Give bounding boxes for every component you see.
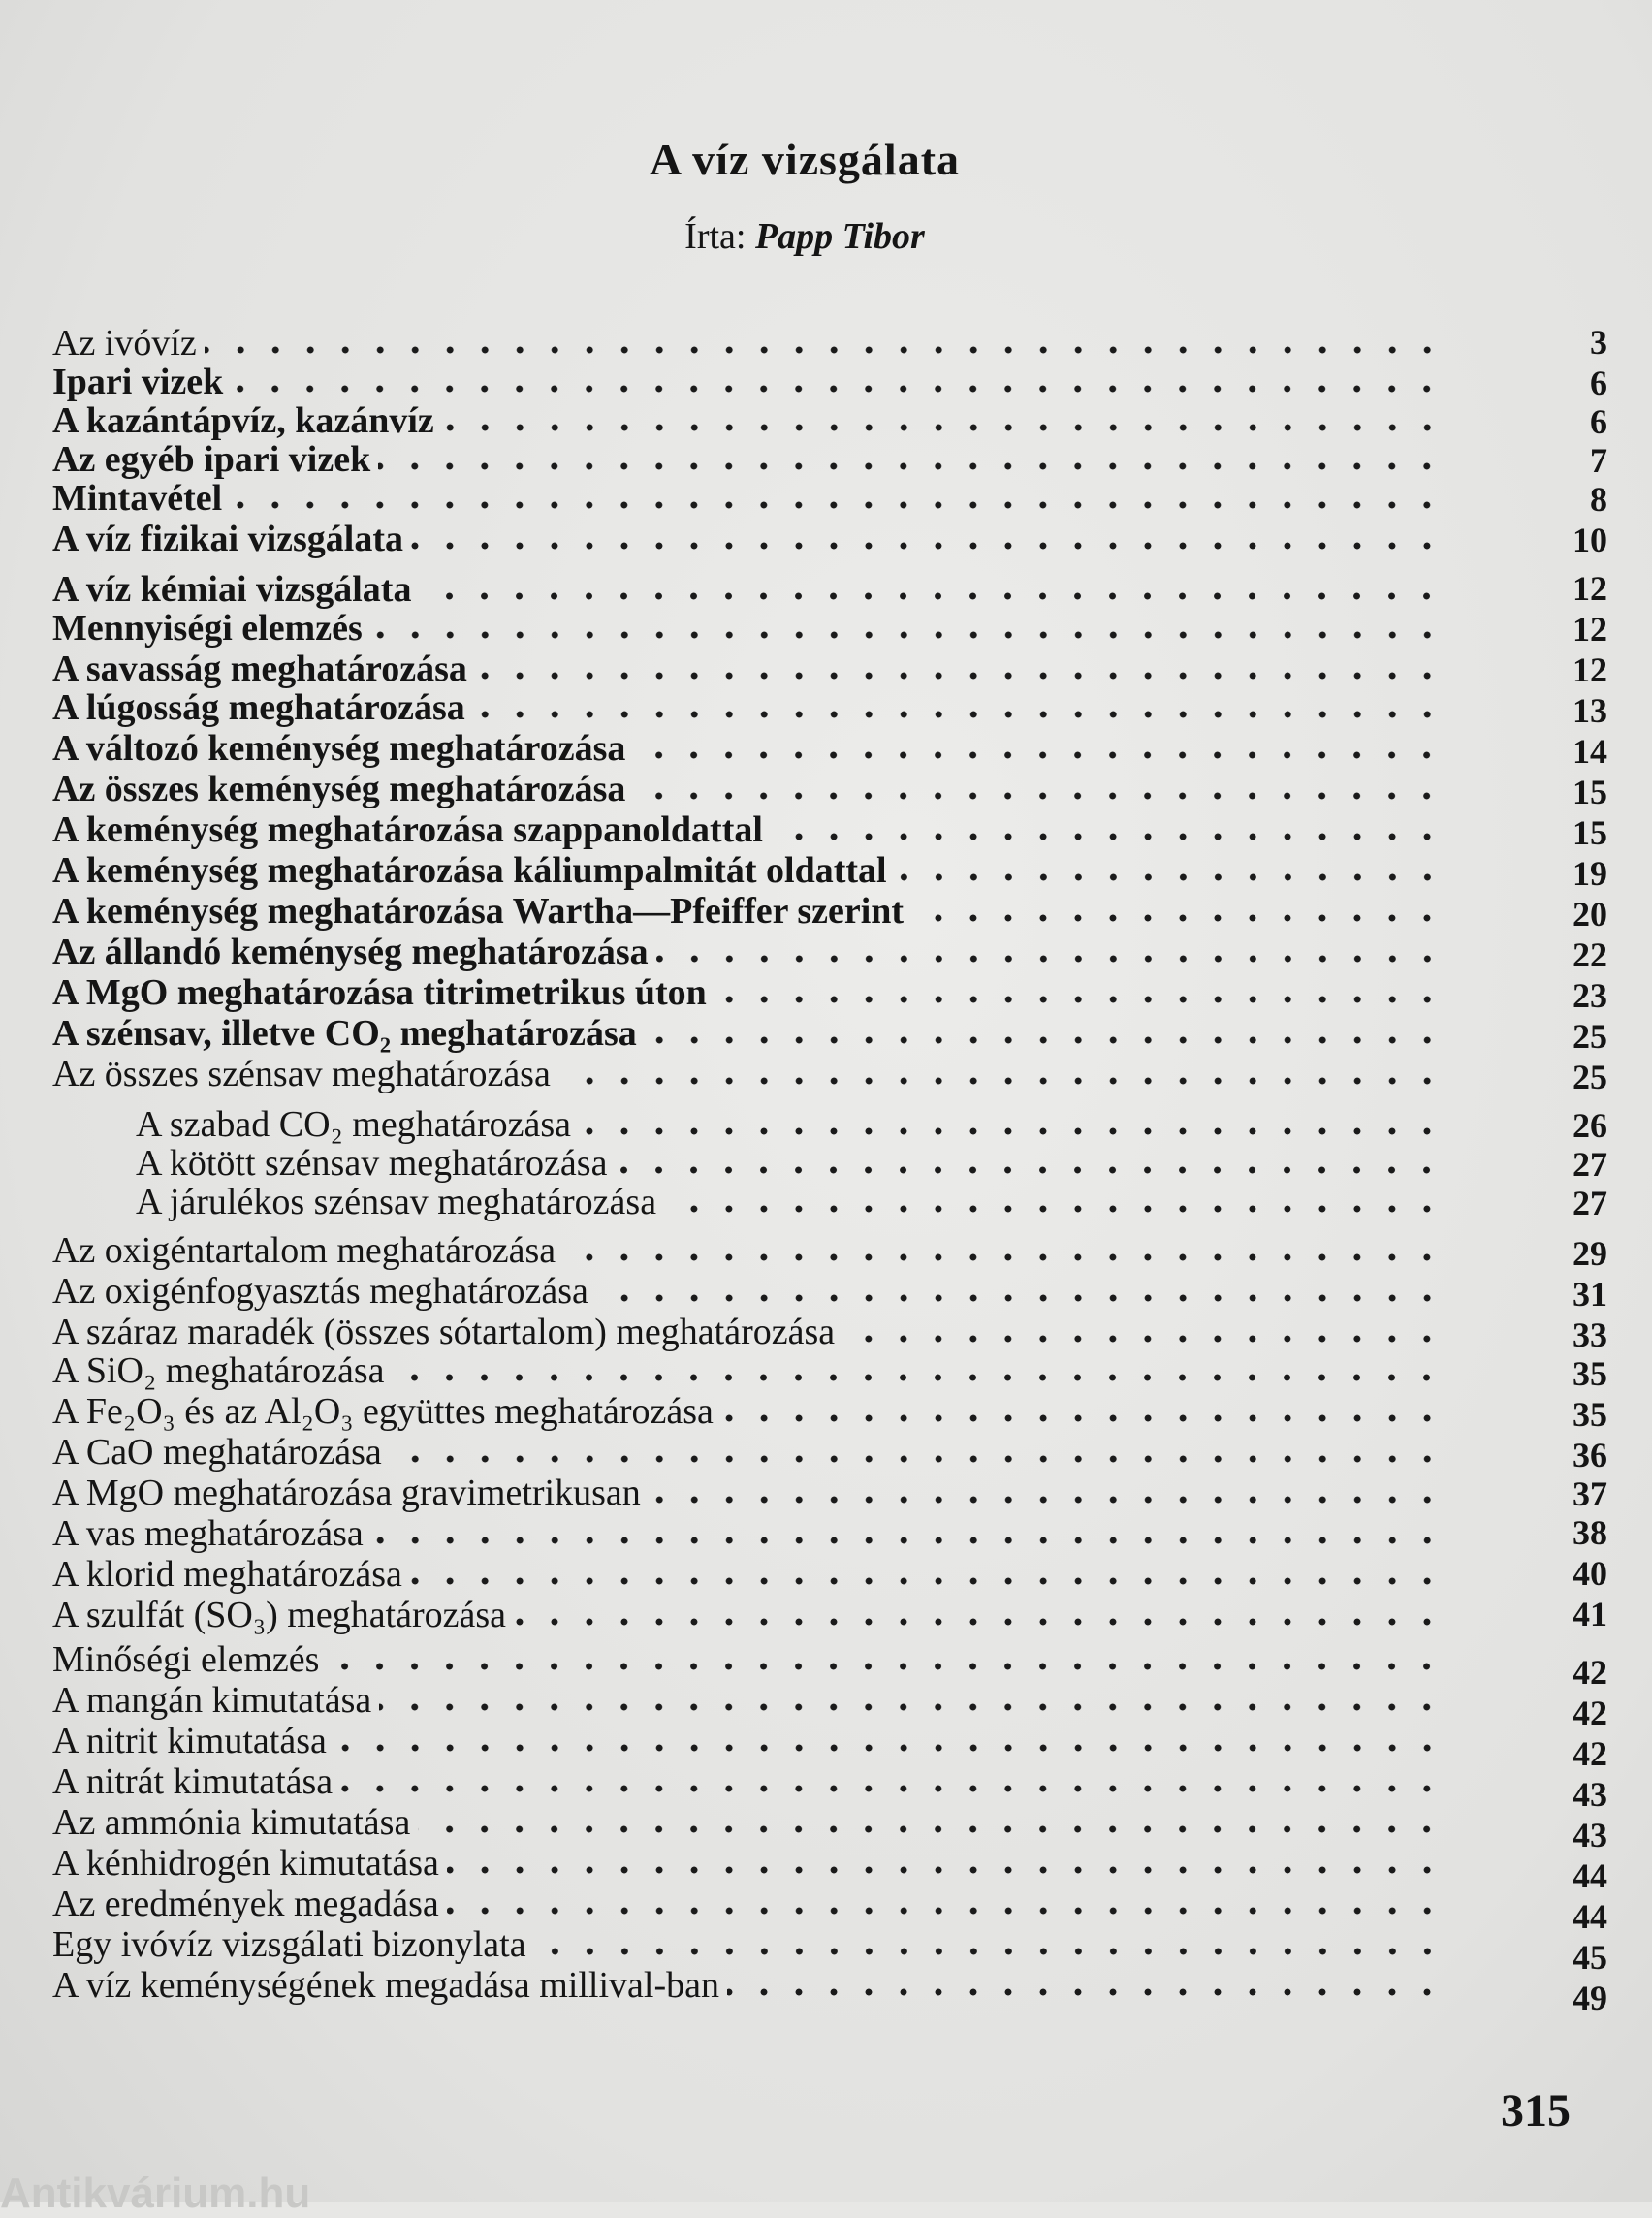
toc-entry-label: A száraz maradék (összes sótartalom) meghatározása (52, 1312, 836, 1352)
dot-leader (633, 750, 1445, 760)
toc-entry (52, 1472, 1445, 1512)
toc-entry-label: Mintavétel (52, 478, 223, 519)
toc-page-number: 35 (1573, 1395, 1607, 1434)
toc-page-number: 3 (1590, 323, 1607, 362)
dot-leader (230, 500, 1445, 510)
toc-entry (52, 890, 1445, 931)
toc-entry (52, 361, 1445, 401)
toc-entry-label: A keménység meghatározása Wartha—Pfeiffer szerint (52, 891, 905, 932)
dot-leader (911, 913, 1445, 923)
toc-entry-label: A változó keménység meghatározása (52, 728, 626, 769)
dot-leader (656, 954, 1445, 964)
toc-entry (52, 727, 1445, 768)
toc-entry (52, 1349, 1445, 1390)
toc-entry (52, 518, 1445, 558)
toc-entry-label: Az állandó keménység meghatározása (52, 932, 649, 972)
dot-leader (633, 791, 1445, 801)
toc-entry (52, 322, 1445, 363)
toc-page-number: 45 (1573, 1938, 1607, 1977)
toc-page-number: 31 (1573, 1275, 1607, 1314)
toc-page-number: 36 (1573, 1436, 1607, 1474)
dot-leader (231, 384, 1445, 394)
dot-leader (370, 630, 1445, 640)
toc-entry-label: A víz keménységének megadása millival-ban (52, 1965, 719, 2006)
toc-entry-label: Az oxigénfogyasztás meghatározása (52, 1271, 588, 1312)
toc-entry-label: A víz fizikai vizsgálata (52, 519, 404, 559)
toc-entry-label: A nitrit kimutatása (52, 1721, 327, 1761)
dot-leader (475, 671, 1445, 681)
toc-entry (52, 1512, 1445, 1553)
toc-page-number: 40 (1573, 1554, 1607, 1593)
toc-page-number: 19 (1573, 854, 1607, 893)
toc-entry (52, 607, 1445, 648)
toc-page-number: 44 (1573, 1897, 1607, 1936)
dot-leader (205, 345, 1445, 355)
dot-leader (534, 1947, 1445, 1956)
toc-entry-label: A nitrát kimutatása (52, 1761, 334, 1802)
toc-entry (52, 568, 1445, 609)
toc-entry (52, 1012, 1445, 1053)
dot-leader (649, 1495, 1445, 1505)
dot-leader (579, 1126, 1445, 1136)
toc-entry (52, 1638, 1445, 1679)
toc-page-number: 15 (1573, 773, 1607, 811)
toc-entry (52, 1801, 1445, 1842)
toc-page-number: 49 (1573, 1979, 1607, 2017)
dot-leader (378, 461, 1445, 471)
dot-leader (327, 1662, 1445, 1671)
watermark: Antikvárium.hu (0, 2170, 311, 2217)
toc-entry (52, 1964, 1445, 2005)
toc-page-number: 43 (1573, 1775, 1607, 1814)
toc-entry-label: A vas meghatározása (52, 1513, 364, 1554)
toc-page-number: 35 (1573, 1354, 1607, 1393)
dot-leader (473, 710, 1445, 719)
toc-entry-label: A kötött szénsav meghatározása (136, 1143, 608, 1184)
toc-page-number: 15 (1573, 813, 1607, 852)
toc-page-number: 23 (1573, 976, 1607, 1015)
toc-entry (136, 1142, 1445, 1183)
toc-entry-label: A keménység meghatározása szappanoldattal (52, 809, 763, 850)
toc-page-number: 25 (1573, 1017, 1607, 1056)
toc-entry (52, 477, 1445, 518)
toc-entry (52, 1431, 1445, 1472)
toc-entry-label: A keménység meghatározása káliumpalmitát oldattal (52, 850, 887, 891)
toc-entry (52, 808, 1445, 849)
dot-leader (842, 1334, 1445, 1344)
toc-entry-label: A szénsav, illetve CO₂ meghatározása (52, 1013, 637, 1054)
dot-leader (645, 1035, 1445, 1045)
toc-entry (52, 971, 1445, 1012)
toc-entry (52, 931, 1445, 971)
dot-leader (379, 1702, 1445, 1712)
dot-leader (334, 1743, 1445, 1753)
toc-entry (52, 849, 1445, 890)
toc-page-number: 38 (1573, 1513, 1607, 1552)
toc-entry-label: A járulékos szénsav meghatározása (136, 1182, 657, 1222)
toc-entry (136, 1103, 1445, 1144)
author-name: Papp Tibor (754, 216, 925, 257)
toc-page-number: 8 (1590, 480, 1607, 519)
toc-entry-label: Ipari vizek (52, 362, 224, 402)
toc-entry-label: A CaO meghatározása (52, 1432, 382, 1473)
dot-leader (371, 1536, 1445, 1545)
toc-page-number: 33 (1573, 1315, 1607, 1354)
toc-entry (52, 1842, 1445, 1883)
dot-leader (558, 1076, 1445, 1086)
toc-entry (52, 1720, 1445, 1760)
dot-leader (771, 832, 1445, 841)
toc-page-number: 12 (1573, 650, 1607, 689)
toc-entry-label: Egy ivóvíz vizsgálati bizonylata (52, 1924, 526, 1965)
dot-leader (715, 995, 1445, 1004)
toc-page-number: 20 (1573, 895, 1607, 934)
toc-entry-label: A SiO₂ meghatározása (52, 1350, 385, 1391)
toc-page-number: 6 (1590, 364, 1607, 402)
dot-leader (392, 1373, 1445, 1382)
toc-entry (52, 1553, 1445, 1594)
toc-entry-label: A lúgosság meghatározása (52, 687, 465, 728)
toc-entry-label: A Fe₂O₃ és az Al₂O₃ együttes meghatározása (52, 1391, 714, 1432)
toc-page-number: 27 (1573, 1145, 1607, 1184)
toc-page-number: 22 (1573, 935, 1607, 974)
toc-entry (52, 648, 1445, 688)
dot-leader (596, 1293, 1445, 1303)
toc-page-number: 25 (1573, 1058, 1607, 1096)
dot-leader (664, 1204, 1445, 1214)
toc-entry (52, 686, 1445, 727)
toc-entry (52, 1053, 1445, 1093)
toc-entry-label: A szulfát (SO₃) meghatározása (52, 1595, 507, 1635)
toc-page-number: 42 (1573, 1734, 1607, 1773)
toc-entry-label: A savasság meghatározása (52, 649, 467, 689)
toc-page-number: 43 (1573, 1816, 1607, 1854)
toc-entry-label: A szabad CO₂ meghatározása (136, 1104, 572, 1145)
toc-entry (136, 1181, 1445, 1221)
toc-page-number: 42 (1573, 1653, 1607, 1692)
dot-leader (410, 1576, 1445, 1586)
toc-page-number: 14 (1573, 732, 1607, 771)
toc-page-number: 7 (1590, 441, 1607, 480)
toc-entry-label: A MgO meghatározása gravimetrikusan (52, 1473, 641, 1513)
dot-leader (390, 1454, 1445, 1464)
toc-entry-label: Az ivóvíz (52, 323, 197, 364)
toc-page-number: 6 (1590, 402, 1607, 441)
toc-entry (52, 399, 1445, 440)
dot-leader (447, 1906, 1445, 1916)
toc-entry (52, 1883, 1445, 1923)
toc-page-number: 41 (1573, 1595, 1607, 1633)
author-prefix: Írta: (684, 216, 747, 257)
toc-entry-label: A víz kémiai vizsgálata (52, 569, 412, 610)
toc-page-number: 13 (1573, 691, 1607, 730)
toc-entry-label: Az oxigéntartalom meghatározása (52, 1230, 556, 1271)
toc-entry (52, 1923, 1445, 1964)
toc-entry-label: Az ammónia kimutatása (52, 1802, 411, 1843)
dot-leader (563, 1252, 1445, 1262)
toc-page-number: 10 (1573, 521, 1607, 559)
toc-entry (52, 1390, 1445, 1431)
toc-entry (52, 1594, 1445, 1634)
dot-leader (895, 872, 1445, 882)
toc-entry (52, 438, 1445, 479)
toc-entry-label: A klorid meghatározása (52, 1554, 402, 1595)
dot-leader (447, 1865, 1445, 1875)
toc-entry-label: Az eredmények megadása (52, 1884, 439, 1924)
dot-leader (514, 1617, 1445, 1627)
toc-entry-label: A mangán kimutatása (52, 1680, 372, 1721)
toc-page-number: 12 (1573, 610, 1607, 649)
dot-leader (721, 1413, 1445, 1423)
toc-page-number: 26 (1573, 1106, 1607, 1145)
page-number: 315 (1501, 2085, 1571, 2137)
toc-page-number: 27 (1573, 1184, 1607, 1222)
dot-leader (442, 423, 1445, 432)
toc-entry (52, 768, 1445, 808)
dot-leader (419, 591, 1445, 601)
toc-entry (52, 1311, 1445, 1351)
toc-entry-label: Mennyiségi elemzés (52, 608, 363, 649)
toc-page-number: 37 (1573, 1474, 1607, 1513)
toc-entry-label: Az összes keménység meghatározása (52, 769, 626, 809)
toc-entry-label: A kazántápvíz, kazánvíz (52, 400, 434, 441)
toc-entry (52, 1679, 1445, 1720)
toc-entry-label: Az összes szénsav meghatározása (52, 1054, 551, 1094)
toc-entry-label: A kénhidrogén kimutatása (52, 1843, 439, 1884)
toc-entry (52, 1229, 1445, 1270)
toc-entry-label: Az egyéb ipari vizek (52, 439, 371, 480)
dot-leader (411, 541, 1445, 551)
toc-page-number: 12 (1573, 569, 1607, 608)
toc-page-number: 44 (1573, 1856, 1607, 1895)
dot-leader (727, 1987, 1445, 1997)
dot-leader (615, 1165, 1445, 1175)
toc-entry-label: Minőségi elemzés (52, 1639, 320, 1680)
toc-entry-label: A MgO meghatározása titrimetrikus úton (52, 972, 707, 1013)
toc-entry (52, 1760, 1445, 1801)
dot-leader (418, 1824, 1445, 1834)
chapter-title: A víz vizsgálata (649, 135, 961, 184)
toc-entry (52, 1270, 1445, 1311)
toc-page-number: 29 (1573, 1234, 1607, 1273)
dot-leader (340, 1784, 1445, 1793)
toc-page-number: 42 (1573, 1694, 1607, 1732)
